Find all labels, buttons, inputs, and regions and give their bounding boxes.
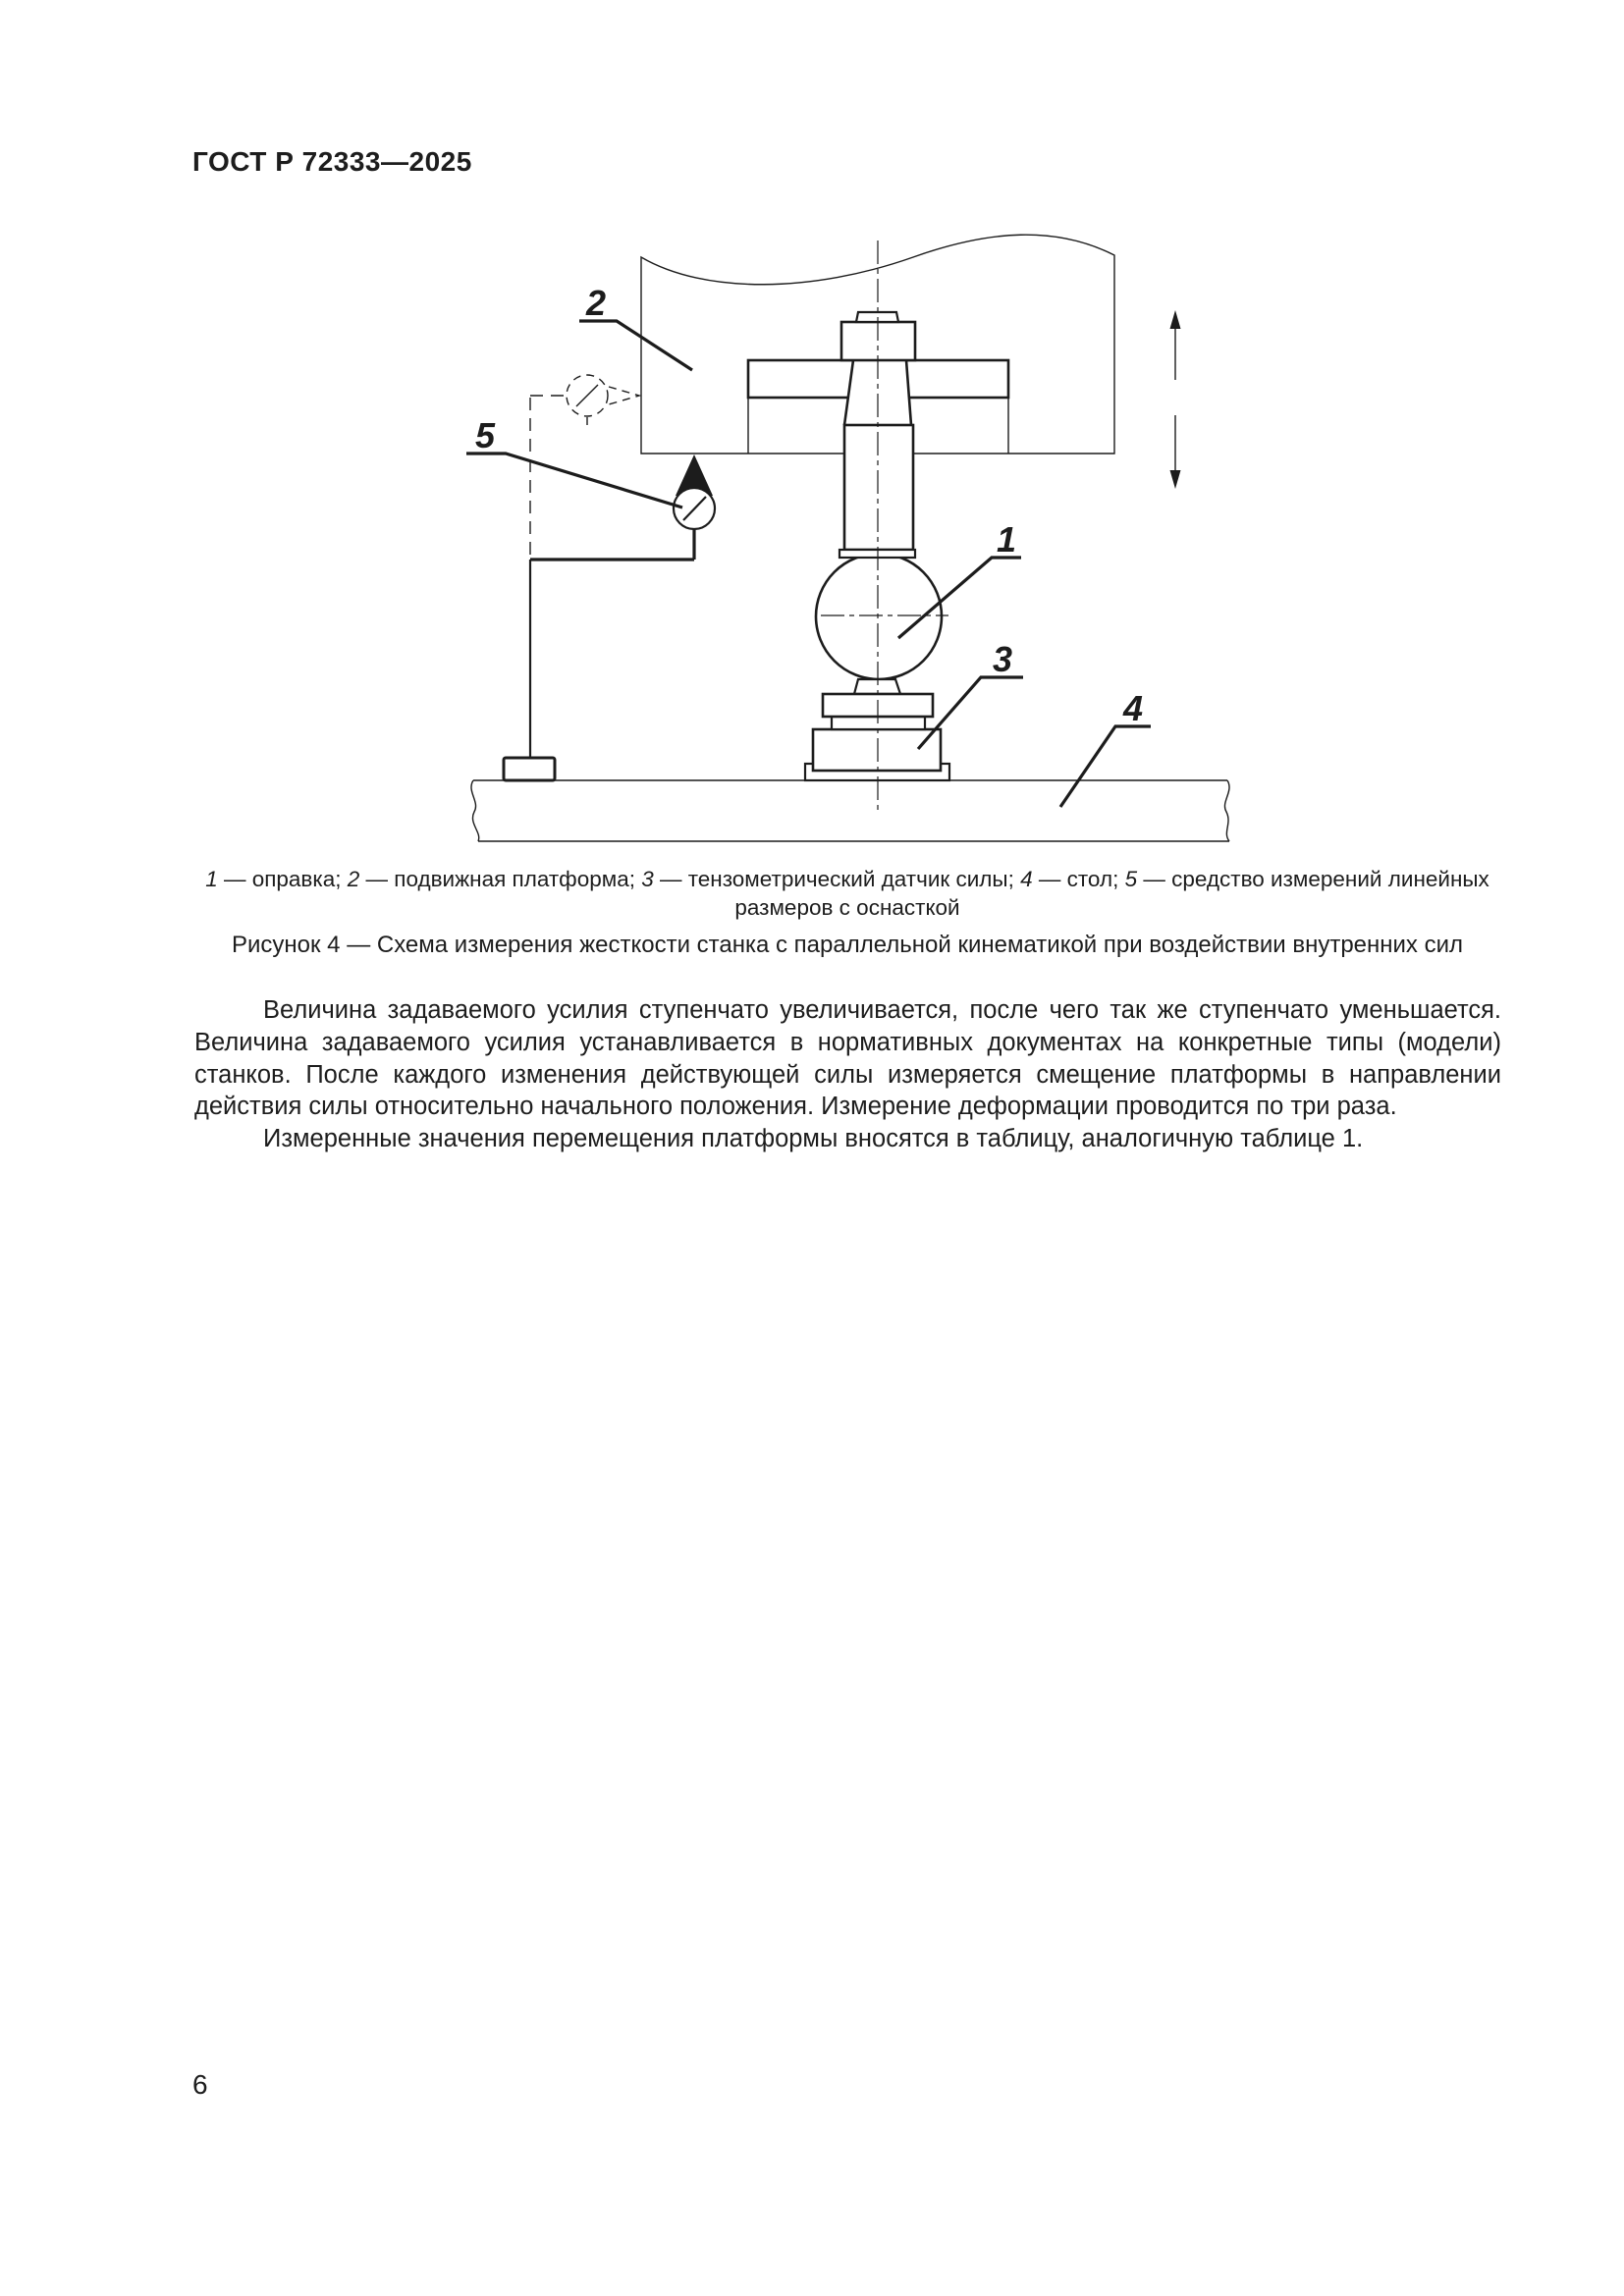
motion-arrow: [1170, 310, 1181, 489]
mandrel-shaft: [844, 425, 913, 550]
ghost-indicator-needle: [576, 385, 598, 406]
page-number: 6: [192, 2069, 208, 2100]
dial-indicator: [674, 454, 715, 529]
figure-caption-line2: размеров с оснасткой: [734, 895, 960, 920]
ghost-indicator-wedge: [609, 387, 639, 404]
figure-caption: [194, 865, 1500, 922]
label-gauge: 5: [474, 415, 496, 455]
standard-number-header: ГОСТ Р 72333—2025: [192, 146, 472, 177]
motion-arrow-down-head: [1170, 470, 1181, 489]
stand-bracket: [530, 530, 694, 560]
figure-title: Рисунок 4 — Схема измерения жесткости станка с параллельной кинематикой при воздействии внутренних сил: [232, 932, 1463, 958]
leader-4: [1060, 726, 1151, 807]
body-text: [194, 994, 1501, 1155]
label-table: 4: [1122, 688, 1144, 728]
sensor-body: [813, 729, 941, 771]
label-mandrel: 1: [996, 519, 1017, 560]
ghost-indicator: [567, 375, 639, 428]
figure-caption-line1: 1 — оправка; 2 — подвижная платформа; 3 — тензометрический датчик силы; 4 — стол; 5 — средство измерений линейных: [205, 867, 1489, 891]
paragraph-1: Величина задаваемого усилия ступенчато увеличивается, после чего так же ступенчато уменьшается. Величина задаваемого усилия устанавливается в нормативных документах на конкретные типы (модели) станков. После каждого изменения действующей силы измеряется смещение платформы в направлении действия силы относительно начального положения. Измерение деформации проводится по три раза.: [194, 996, 1501, 1121]
table-surface: [471, 780, 1229, 841]
paragraph-2: Измеренные значения перемещения платформы вносятся в таблицу, аналогичную таблице 1.: [263, 1125, 1364, 1153]
leader-5: [466, 454, 682, 507]
motion-arrow-up-head: [1170, 310, 1181, 329]
label-platform: 2: [585, 283, 607, 323]
label-sensor: 3: [992, 639, 1013, 679]
stand-base: [504, 758, 555, 780]
stand-hidden-line: [530, 396, 566, 560]
figure-4-drawing: [432, 147, 1267, 874]
